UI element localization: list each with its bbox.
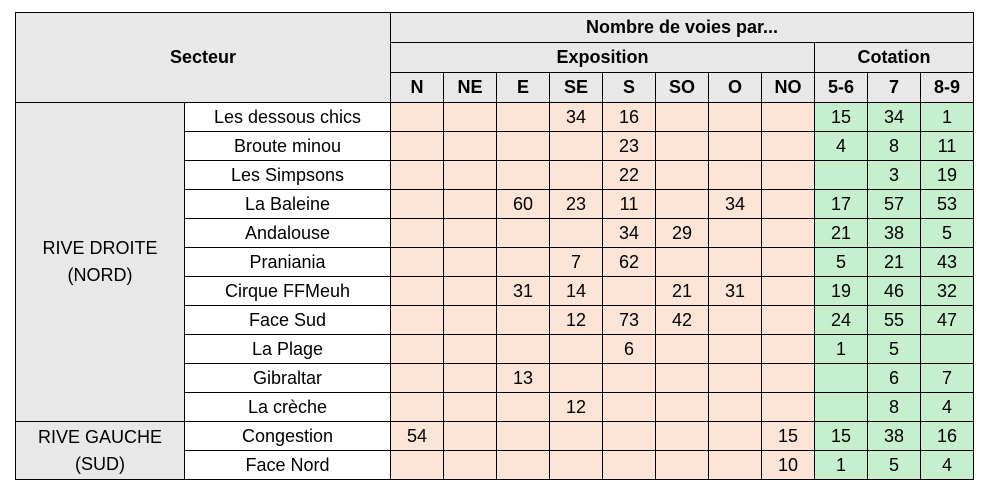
exposition-cell [656,335,709,364]
expo-column-header: SE [550,73,603,103]
exposition-cell [656,451,709,480]
exposition-cell [497,451,550,480]
cotation-cell: 4 [815,132,868,161]
sector-name-cell: Face Nord [185,451,391,480]
exposition-cell [656,103,709,132]
exposition-cell: 11 [603,190,656,219]
cotation-cell: 5 [921,219,974,248]
cotation-cell: 43 [921,248,974,277]
exposition-cell [444,277,497,306]
exposition-cell [762,103,815,132]
table-row [16,103,974,132]
exposition-cell [391,190,444,219]
cotation-cell: 38 [868,219,921,248]
exposition-cell: 23 [550,190,603,219]
exposition-cell [762,219,815,248]
cotation-cell: 24 [815,306,868,335]
exposition-cell [550,451,603,480]
cotation-cell: 55 [868,306,921,335]
exposition-cell [762,393,815,422]
cotation-cell: 3 [868,161,921,190]
exposition-cell [762,190,815,219]
exposition-cell [444,364,497,393]
exposition-cell [656,161,709,190]
exposition-cell [444,219,497,248]
exposition-cell: 7 [550,248,603,277]
cotation-cell: 32 [921,277,974,306]
cotation-column-header: 8-9 [921,73,974,103]
cotation-column-header: 5-6 [815,73,868,103]
exposition-cell [656,393,709,422]
cotation-cell: 16 [921,422,974,451]
exposition-cell [762,277,815,306]
exposition-cell: 34 [550,103,603,132]
exposition-cell [497,161,550,190]
exposition-cell [709,335,762,364]
cotation-cell: 57 [868,190,921,219]
cotation-cell: 15 [815,103,868,132]
exposition-cell [497,393,550,422]
exposition-cell [444,190,497,219]
exposition-cell: 14 [550,277,603,306]
group-label-line1: RIVE GAUCHE [37,426,163,447]
cotation-cell: 8 [868,393,921,422]
exposition-cell [444,103,497,132]
exposition-cell [603,277,656,306]
exposition-cell [762,161,815,190]
table-header [16,13,974,103]
sector-name-cell: Praniania [185,248,391,277]
exposition-cell [550,422,603,451]
exposition-cell [762,306,815,335]
exposition-cell: 12 [550,393,603,422]
exposition-cell [444,248,497,277]
cotation-cell: 21 [868,248,921,277]
exposition-cell [497,306,550,335]
exposition-cell [603,364,656,393]
exposition-cell: 12 [550,306,603,335]
sector-name-cell: Gibraltar [185,364,391,393]
expo-column-header: S [603,73,656,103]
exposition-cell [391,364,444,393]
cotation-cell: 5 [868,451,921,480]
exposition-cell [762,335,815,364]
sector-name-cell: Cirque FFMeuh [185,277,391,306]
exposition-cell [709,364,762,393]
cotation-cell: 6 [868,364,921,393]
exposition-cell [497,335,550,364]
exposition-cell [497,248,550,277]
exposition-cell [550,219,603,248]
group-cell [16,422,185,480]
exposition-cell: 34 [603,219,656,248]
cotation-cell: 7 [921,364,974,393]
exposition-cell [709,103,762,132]
exposition-cell [497,219,550,248]
exposition-cell [550,161,603,190]
exposition-cell: 31 [497,277,550,306]
exposition-cell [656,422,709,451]
exposition-cell [497,103,550,132]
table-body [16,103,974,480]
exposition-cell [656,132,709,161]
secteur-header: Secteur [16,13,391,103]
exposition-cell [550,335,603,364]
exposition-cell [391,277,444,306]
exposition-cell: 60 [497,190,550,219]
cotation-cell: 5 [868,335,921,364]
exposition-cell [497,422,550,451]
exposition-cell [391,219,444,248]
cotation-cell: 11 [921,132,974,161]
exposition-cell: 73 [603,306,656,335]
sector-name-cell: Broute minou [185,132,391,161]
exposition-cell: 10 [762,451,815,480]
cotation-cell [921,335,974,364]
group-label-line2: (SUD) [75,453,125,474]
nombre-header: Nombre de voies par... [391,13,974,43]
cotation-cell: 1 [921,103,974,132]
exposition-cell [709,451,762,480]
exposition-cell [391,335,444,364]
exposition-cell [391,451,444,480]
exposition-cell [444,335,497,364]
exposition-cell: 13 [497,364,550,393]
exposition-cell [391,393,444,422]
exposition-cell [762,364,815,393]
exposition-cell: 34 [709,190,762,219]
exposition-cell: 6 [603,335,656,364]
expo-column-header: E [497,73,550,103]
exposition-cell [762,132,815,161]
exposition-cell [603,451,656,480]
exposition-cell [391,132,444,161]
cotation-cell: 38 [868,422,921,451]
exposition-cell [391,248,444,277]
exposition-cell [497,132,550,161]
cotation-cell [815,364,868,393]
sector-name-cell: Les dessous chics [185,103,391,132]
sector-name-cell: Andalouse [185,219,391,248]
exposition-cell [444,422,497,451]
exposition-cell [444,161,497,190]
group-cell [16,103,185,422]
cotation-cell: 5 [815,248,868,277]
cotation-cell: 34 [868,103,921,132]
cotation-cell: 47 [921,306,974,335]
expo-column-header: N [391,73,444,103]
cotation-cell [815,161,868,190]
exposition-cell: 29 [656,219,709,248]
expo-column-header: NE [444,73,497,103]
exposition-cell [762,248,815,277]
exposition-cell [709,306,762,335]
exposition-cell [391,306,444,335]
exposition-header: Exposition [391,43,815,73]
exposition-cell [709,132,762,161]
cotation-cell: 1 [815,335,868,364]
group-label-line2: (NORD) [67,265,133,285]
routes-table [15,12,974,480]
cotation-cell: 4 [921,451,974,480]
expo-column-header: SO [656,73,709,103]
cotation-cell: 15 [815,422,868,451]
exposition-cell [444,393,497,422]
exposition-cell [603,393,656,422]
expo-column-header: O [709,73,762,103]
exposition-cell [709,248,762,277]
exposition-cell [656,190,709,219]
sector-name-cell: La Baleine [185,190,391,219]
group-label-line1: RIVE DROITE [42,238,158,258]
exposition-cell [444,451,497,480]
cotation-column-header: 7 [868,73,921,103]
exposition-cell: 23 [603,132,656,161]
exposition-cell [709,422,762,451]
cotation-header: Cotation [815,43,974,73]
exposition-cell [391,161,444,190]
exposition-cell [709,161,762,190]
exposition-cell [656,364,709,393]
exposition-cell: 54 [391,422,444,451]
cotation-cell: 19 [815,277,868,306]
exposition-cell [656,248,709,277]
exposition-cell [550,364,603,393]
exposition-cell [444,132,497,161]
exposition-cell: 62 [603,248,656,277]
sector-name-cell: La Plage [185,335,391,364]
exposition-cell [603,422,656,451]
cotation-cell: 4 [921,393,974,422]
exposition-cell: 21 [656,277,709,306]
cotation-cell: 19 [921,161,974,190]
exposition-cell: 31 [709,277,762,306]
cotation-cell [815,393,868,422]
exposition-cell [391,103,444,132]
sector-name-cell: Face Sud [185,306,391,335]
exposition-cell [709,219,762,248]
exposition-cell [550,132,603,161]
expo-column-header: NO [762,73,815,103]
sector-name-cell: La crèche [185,393,391,422]
exposition-cell: 22 [603,161,656,190]
sector-name-cell: Congestion [185,422,391,451]
table-row [16,422,974,451]
cotation-cell: 8 [868,132,921,161]
cotation-cell: 53 [921,190,974,219]
exposition-cell [444,306,497,335]
exposition-cell: 15 [762,422,815,451]
cotation-cell: 17 [815,190,868,219]
cotation-cell: 1 [815,451,868,480]
exposition-cell [709,393,762,422]
cotation-cell: 21 [815,219,868,248]
sector-name-cell: Les Simpsons [185,161,391,190]
exposition-cell: 16 [603,103,656,132]
exposition-cell: 42 [656,306,709,335]
cotation-cell: 46 [868,277,921,306]
